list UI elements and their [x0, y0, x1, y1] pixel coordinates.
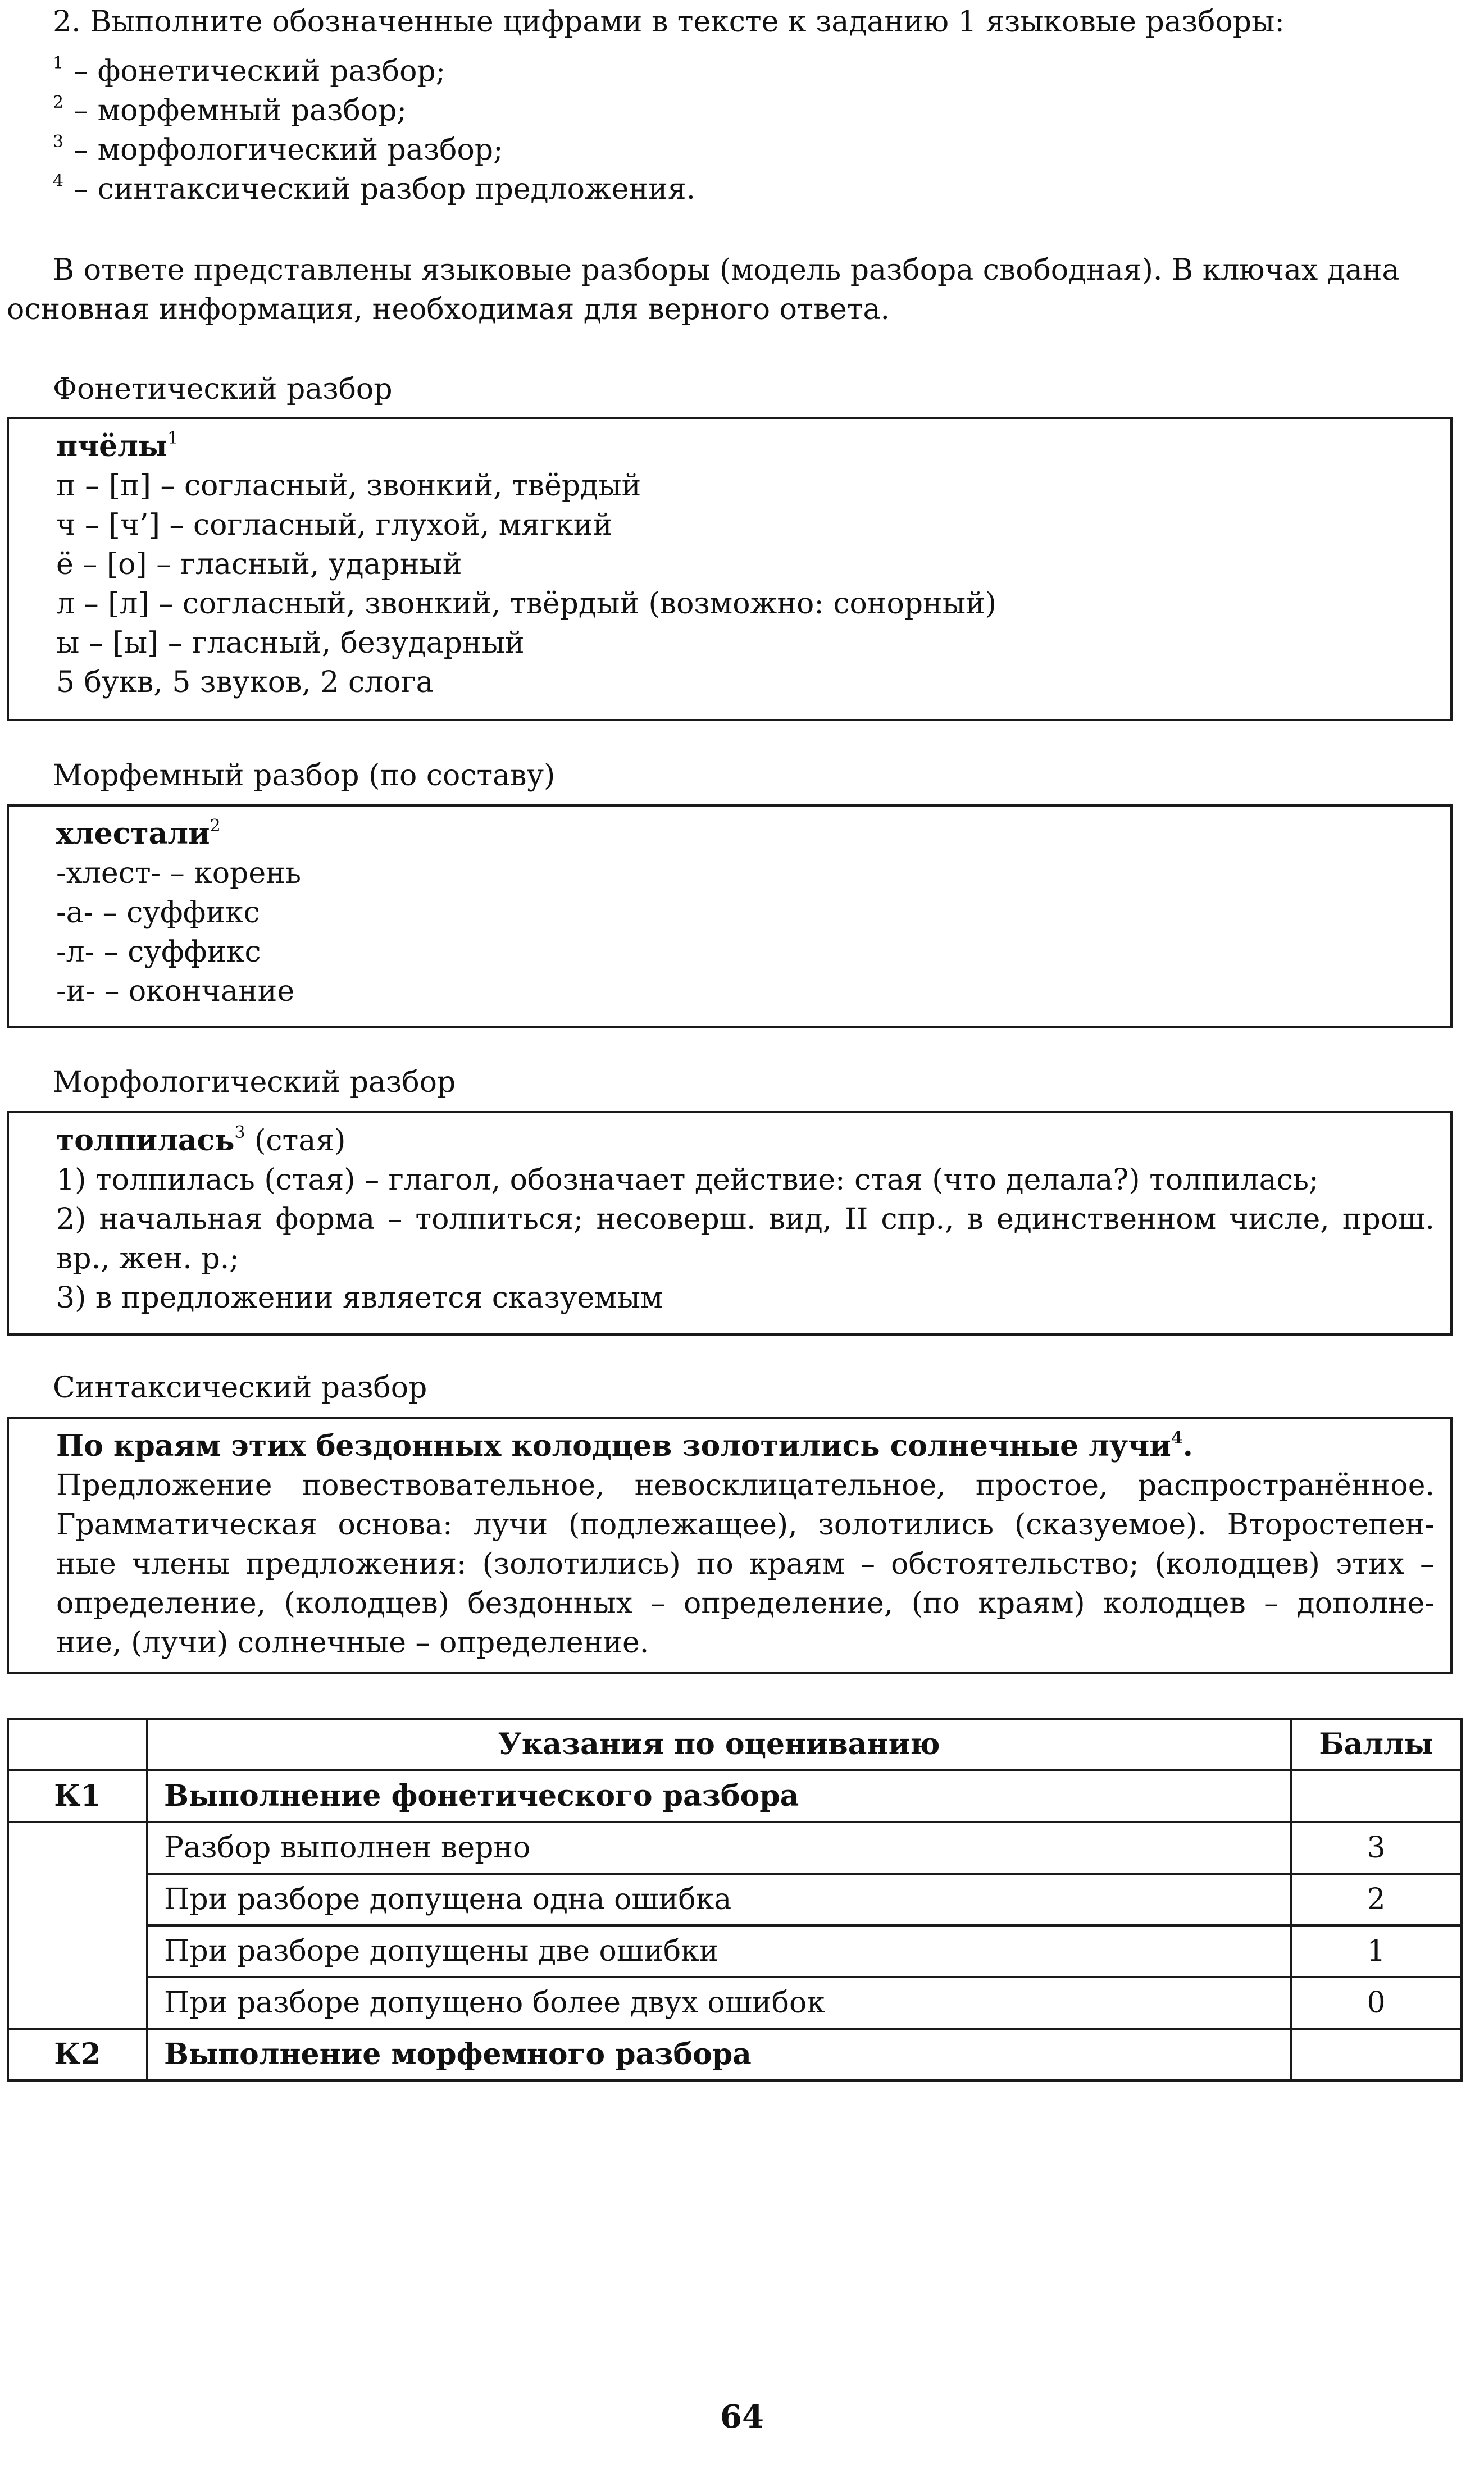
legend-text: – морфемный разбор;: [74, 94, 407, 127]
syntactic-sentence: [56, 1427, 1435, 1466]
legend-item: [53, 52, 695, 91]
syntactic-line: ние, (лучи) солнечные – определение.: [56, 1626, 649, 1660]
criterion-points-empty: [1291, 2029, 1462, 2080]
morphological-line: 2) начальная форма – толпиться; несоверш. вид, II спр., в единственном числе, прош.: [56, 1203, 1435, 1236]
syntactic-line: определение, (колодцев) бездонных – определение, (по краям) колодцев – дополне-: [56, 1587, 1435, 1620]
headword: хлестали: [56, 817, 210, 851]
morphological-headword: [56, 1121, 1435, 1160]
phonetic-line: п – [п] – согласный, звонкий, твёрдый: [56, 469, 641, 503]
phonetic-section-title: Фонетический разбор: [53, 372, 393, 406]
footnote-number: 3: [234, 1123, 245, 1142]
phonetic-line: л – [л] – согласный, звонкий, твёрдый (возможно: сонорный): [56, 587, 997, 621]
criterion-title: Выполнение фонетического разбора: [147, 1770, 1291, 1822]
syntactic-box: [7, 1417, 1453, 1674]
legend-number: 1: [53, 53, 64, 73]
intro-line: основная информация, необходимая для верного ответа.: [7, 293, 890, 326]
syntactic-line: Предложение повествовательное, невосклицательное, простое, распространённое.: [56, 1469, 1435, 1502]
intro-paragraph: [7, 251, 1455, 329]
criterion-points-empty: [1291, 1770, 1462, 1822]
legend-number: 4: [53, 171, 64, 191]
phonetic-line: ч – [ч’] – согласный, глухой, мягкий: [56, 508, 613, 542]
scoring-points: 2: [1291, 1874, 1462, 1925]
phonetic-line: ё – [о] – гласный, ударный: [56, 548, 462, 581]
scoring-text: При разборе допущены две ошибки: [147, 1925, 1291, 1977]
legend-item: [53, 170, 695, 209]
scoring-points: 3: [1291, 1822, 1462, 1874]
task-heading: 2. Выполните обозначенные цифрами в тексте к заданию 1 языковые разборы:: [53, 5, 1285, 39]
morphemic-headword: [56, 814, 1435, 854]
table-row: [8, 1977, 1462, 2029]
footnote-number: 1: [167, 429, 179, 448]
table-row: [8, 1874, 1462, 1925]
morpheme-line: -и- – окончание: [56, 974, 295, 1008]
morpheme-line: -хлест- – корень: [56, 857, 302, 890]
analyzed-sentence: По краям этих бездонных колодцев золотились солнечные лучи: [56, 1429, 1171, 1463]
sentence-period: .: [1182, 1429, 1193, 1463]
criterion-row: [8, 1770, 1462, 1822]
legend-text: – синтаксический разбор предложения.: [74, 172, 696, 206]
headword: пчёлы: [56, 429, 167, 463]
legend-text: – фонетический разбор;: [74, 54, 446, 88]
phonetic-headword: [56, 427, 1435, 466]
scoring-table: [7, 1718, 1463, 2082]
morpheme-line: -л- – суффикс: [56, 935, 261, 969]
scoring-text: При разборе допущено более двух ошибок: [147, 1977, 1291, 2029]
table-row: [8, 1822, 1462, 1874]
criterion-code: К2: [8, 2029, 147, 2080]
criterion-code: К1: [8, 1770, 147, 1822]
header-criteria: Указания по оцениванию: [147, 1719, 1291, 1770]
footnote-number: 2: [210, 816, 221, 836]
header-points: Баллы: [1291, 1719, 1462, 1770]
legend-number: 3: [53, 132, 64, 152]
morphemic-box: [7, 804, 1453, 1028]
table-row: [8, 1925, 1462, 1977]
page-number: 64: [720, 2398, 764, 2435]
syntactic-section-title: Синтаксический разбор: [53, 1371, 427, 1405]
legend-item: [53, 130, 695, 170]
scoring-points: 0: [1291, 1977, 1462, 2029]
criterion-row: [8, 2029, 1462, 2080]
footnote-number: 4: [1171, 1428, 1183, 1448]
phonetic-line: 5 букв, 5 звуков, 2 слога: [56, 666, 434, 699]
morpheme-line: -а- – суффикс: [56, 896, 260, 930]
syntactic-line: Грамматическая основа: лучи (подлежащее), золотились (сказуемое). Второстепен-: [56, 1508, 1435, 1542]
headword: толпилась: [56, 1123, 235, 1158]
syntactic-line: ные члены предложения: (золотились) по краям – обстоятельство; (колодцев) этих –: [56, 1547, 1435, 1581]
morphological-line: вр., жен. р.;: [56, 1242, 239, 1276]
phonetic-box: [7, 417, 1453, 721]
scoring-text: Разбор выполнен верно: [147, 1822, 1291, 1874]
legend-number: 2: [53, 93, 64, 112]
table-header-row: [8, 1719, 1462, 1770]
morphological-line: 1) толпилась (стая) – глагол, обозначает действие: стая (что делала?) толпилась;: [56, 1163, 1319, 1197]
headword-note: (стая): [254, 1124, 346, 1158]
morphological-box: [7, 1111, 1453, 1336]
scoring-text: При разборе допущена одна ошибка: [147, 1874, 1291, 1925]
criterion-title: Выполнение морфемного разбора: [147, 2029, 1291, 2080]
morphological-section-title: Морфологический разбор: [53, 1065, 456, 1099]
intro-line: В ответе представлены языковые разборы (модель разбора свободная). В ключах дана: [53, 253, 1400, 287]
legend-text: – морфологический разбор;: [74, 133, 503, 167]
scoring-points: 1: [1291, 1925, 1462, 1977]
morphological-line: 3) в предложении является сказуемым: [56, 1281, 663, 1315]
analysis-legend: [53, 52, 695, 209]
merged-code-cell: [8, 1822, 147, 2029]
header-code-cell: [8, 1719, 147, 1770]
morphemic-section-title: Морфемный разбор (по составу): [53, 759, 556, 793]
legend-item: [53, 91, 695, 130]
phonetic-line: ы – [ы] – гласный, безударный: [56, 626, 525, 660]
